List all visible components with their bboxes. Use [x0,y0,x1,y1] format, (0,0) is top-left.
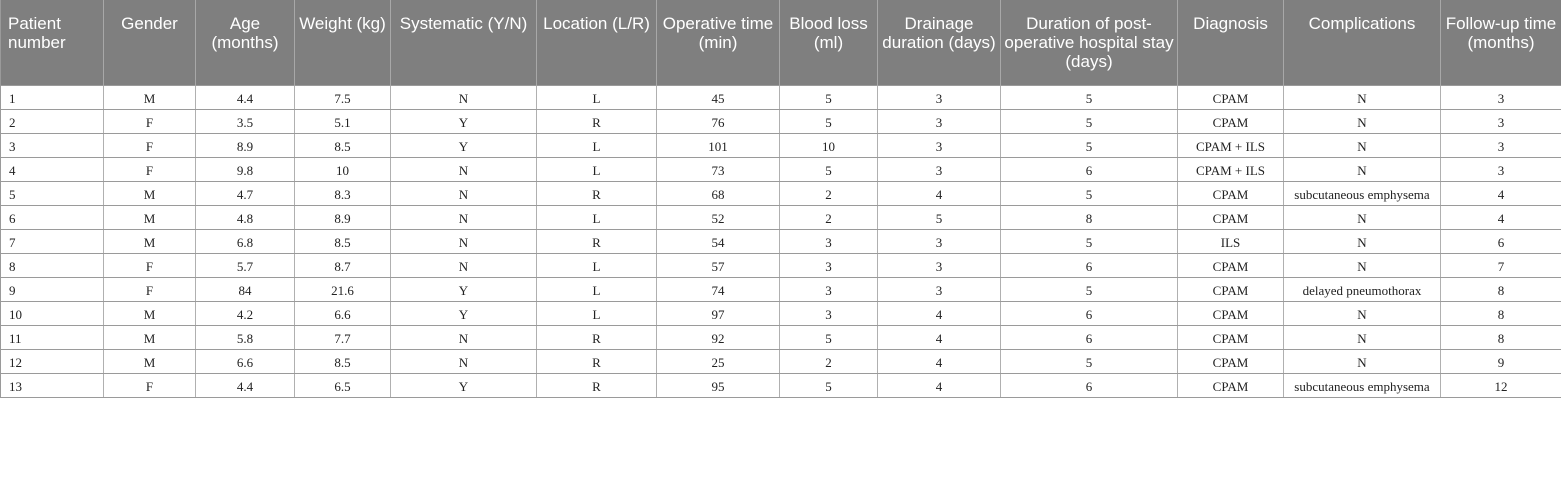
table-cell: 3 [878,253,1001,277]
table-cell: 73 [657,157,780,181]
column-header: Diagnosis [1178,0,1284,85]
table-cell: 7 [1441,253,1561,277]
table-row [1,325,1561,349]
table-cell: 54 [657,229,780,253]
table-cell: 11 [1,325,104,349]
table-cell: 3 [878,109,1001,133]
header-row [1,0,1561,85]
table-row [1,181,1561,205]
table-cell: F [104,157,196,181]
table-body [1,85,1561,397]
table-cell: F [104,253,196,277]
table-cell: 5 [1001,109,1178,133]
table-cell: N [1284,85,1441,109]
table-cell: F [104,373,196,397]
table-cell: R [537,229,657,253]
table-cell: 3 [1441,109,1561,133]
table-cell: 2 [780,349,878,373]
table-cell: 6 [1001,301,1178,325]
table-cell: 21.6 [295,277,391,301]
table-cell: 5 [780,157,878,181]
table-cell: 68 [657,181,780,205]
table-cell: 12 [1441,373,1561,397]
table-cell: N [391,205,537,229]
column-header: Gender [104,0,196,85]
table-cell: 5 [878,205,1001,229]
table-cell: CPAM [1178,205,1284,229]
table-cell: 6 [1441,229,1561,253]
table-row [1,349,1561,373]
table-cell: 9 [1441,349,1561,373]
table-cell: 8.5 [295,349,391,373]
table-cell: 10 [1,301,104,325]
table-cell: 5 [1001,85,1178,109]
table-cell: 8.9 [196,133,295,157]
column-header: Patient number [1,0,104,85]
table-cell: 8.3 [295,181,391,205]
table-cell: 76 [657,109,780,133]
table-cell: N [1284,205,1441,229]
table-cell: 8 [1441,301,1561,325]
table-cell: F [104,109,196,133]
table-cell: M [104,325,196,349]
table-cell: CPAM [1178,181,1284,205]
table-cell: 8.7 [295,253,391,277]
table-cell: M [104,301,196,325]
table-cell: R [537,373,657,397]
table-cell: 3 [780,277,878,301]
column-header: Weight (kg) [295,0,391,85]
table-cell: L [537,157,657,181]
table-cell: L [537,133,657,157]
table-cell: 5 [1001,229,1178,253]
table-cell: Y [391,301,537,325]
table-cell: Y [391,373,537,397]
table-cell: 57 [657,253,780,277]
table-cell: 2 [780,181,878,205]
table-cell: CPAM [1178,277,1284,301]
table-cell: N [391,349,537,373]
column-header: Location (L/R) [537,0,657,85]
table-cell: 8.9 [295,205,391,229]
table-cell: subcutaneous emphysema [1284,181,1441,205]
table-cell: 97 [657,301,780,325]
table-cell: R [537,181,657,205]
table-cell: 5 [780,373,878,397]
table-cell: 4.4 [196,373,295,397]
table-cell: 3 [878,277,1001,301]
column-header: Systematic (Y/N) [391,0,537,85]
column-header: Complications [1284,0,1441,85]
table-cell: 84 [196,277,295,301]
table-cell: 8 [1441,325,1561,349]
table-cell: N [1284,253,1441,277]
table-cell: M [104,85,196,109]
table-cell: N [1284,325,1441,349]
table-cell: 7.7 [295,325,391,349]
table-cell: 7 [1,229,104,253]
table-cell: 3 [878,229,1001,253]
table-cell: N [391,229,537,253]
table-cell: 4 [1,157,104,181]
table-cell: 4 [878,325,1001,349]
table-cell: F [104,277,196,301]
table-cell: N [391,85,537,109]
column-header: Operative time (min) [657,0,780,85]
table-cell: 4.2 [196,301,295,325]
table-cell: 6.6 [196,349,295,373]
table-cell: N [391,157,537,181]
table-cell: 52 [657,205,780,229]
table-cell: 74 [657,277,780,301]
table-cell: N [391,253,537,277]
table-cell: 3 [878,85,1001,109]
table-cell: 4 [878,181,1001,205]
table-row [1,373,1561,397]
table-cell: R [537,109,657,133]
table-cell: 5 [780,85,878,109]
table-cell: CPAM + ILS [1178,133,1284,157]
column-header: Blood loss (ml) [780,0,878,85]
table-cell: delayed pneumothorax [1284,277,1441,301]
table-cell: 6.5 [295,373,391,397]
table-cell: L [537,277,657,301]
table-cell: M [104,181,196,205]
table-cell: 5.1 [295,109,391,133]
table-cell: 4 [878,373,1001,397]
table-row [1,85,1561,109]
table-cell: 101 [657,133,780,157]
table-cell: 6 [1001,325,1178,349]
table-cell: 12 [1,349,104,373]
table-cell: 5 [1001,133,1178,157]
table-cell: 6 [1001,157,1178,181]
table-cell: 4 [878,301,1001,325]
table-cell: Y [391,277,537,301]
table-cell: N [1284,109,1441,133]
table-cell: F [104,133,196,157]
table-cell: 3 [780,253,878,277]
table-cell: CPAM [1178,325,1284,349]
table-cell: Y [391,109,537,133]
table-cell: N [1284,349,1441,373]
table-cell: 8 [1,253,104,277]
table-cell: 9 [1,277,104,301]
table-cell: 5.8 [196,325,295,349]
table-row [1,277,1561,301]
table-cell: 8 [1441,277,1561,301]
table-cell: 3 [1441,133,1561,157]
table-cell: 5 [1001,181,1178,205]
table-row [1,205,1561,229]
table-cell: 45 [657,85,780,109]
table-cell: 10 [295,157,391,181]
column-header: Duration of post-operative hospital stay (days) [1001,0,1178,85]
table-cell: 4.7 [196,181,295,205]
table-cell: 4 [1441,181,1561,205]
table-cell: 5 [780,325,878,349]
table-cell: 8.5 [295,229,391,253]
table-row [1,253,1561,277]
table-cell: 4.8 [196,205,295,229]
table-cell: CPAM [1178,349,1284,373]
table-cell: 6 [1001,253,1178,277]
table-cell: 3 [1441,157,1561,181]
table-cell: 4 [878,349,1001,373]
table-cell: 6.6 [295,301,391,325]
table-cell: 10 [780,133,878,157]
table-cell: R [537,349,657,373]
table-cell: subcutaneous emphysema [1284,373,1441,397]
table-cell: L [537,301,657,325]
table-cell: 8 [1001,205,1178,229]
table-cell: L [537,85,657,109]
table-cell: M [104,349,196,373]
table-cell: CPAM [1178,109,1284,133]
table-cell: 3 [1441,85,1561,109]
table-cell: 6 [1,205,104,229]
table-cell: 6 [1001,373,1178,397]
table-cell: CPAM [1178,85,1284,109]
table-cell: 3 [780,301,878,325]
table-cell: CPAM + ILS [1178,157,1284,181]
table-cell: 5 [1001,277,1178,301]
table-cell: N [391,325,537,349]
table-cell: ILS [1178,229,1284,253]
table-cell: 3.5 [196,109,295,133]
table-cell: 8.5 [295,133,391,157]
table-cell: Y [391,133,537,157]
table-cell: 3 [878,157,1001,181]
table-cell: 1 [1,85,104,109]
table-row [1,229,1561,253]
table-row [1,133,1561,157]
table-cell: 92 [657,325,780,349]
table-cell: N [1284,157,1441,181]
table-cell: 4 [1441,205,1561,229]
table-cell: 3 [878,133,1001,157]
table-cell: 25 [657,349,780,373]
table-cell: CPAM [1178,373,1284,397]
table-cell: N [1284,301,1441,325]
table-cell: M [104,229,196,253]
table-cell: R [537,325,657,349]
table-cell: 5 [1,181,104,205]
table-cell: 2 [1,109,104,133]
table-cell: CPAM [1178,253,1284,277]
table-cell: 7.5 [295,85,391,109]
table-row [1,157,1561,181]
table-cell: CPAM [1178,301,1284,325]
table-cell: N [391,181,537,205]
table-cell: N [1284,229,1441,253]
table-cell: 3 [1,133,104,157]
table-cell: M [104,205,196,229]
table-cell: 6.8 [196,229,295,253]
table-cell: L [537,205,657,229]
table-cell: L [537,253,657,277]
table-cell: N [1284,133,1441,157]
table-cell: 5.7 [196,253,295,277]
column-header: Drainage duration (days) [878,0,1001,85]
table-cell: 3 [780,229,878,253]
table-cell: 4.4 [196,85,295,109]
table-cell: 2 [780,205,878,229]
table-cell: 95 [657,373,780,397]
table-cell: 13 [1,373,104,397]
table-row [1,109,1561,133]
table-row [1,301,1561,325]
table-cell: 9.8 [196,157,295,181]
column-header: Follow-up time (months) [1441,0,1561,85]
column-header: Age (months) [196,0,295,85]
table-cell: 5 [780,109,878,133]
table-cell: 5 [1001,349,1178,373]
